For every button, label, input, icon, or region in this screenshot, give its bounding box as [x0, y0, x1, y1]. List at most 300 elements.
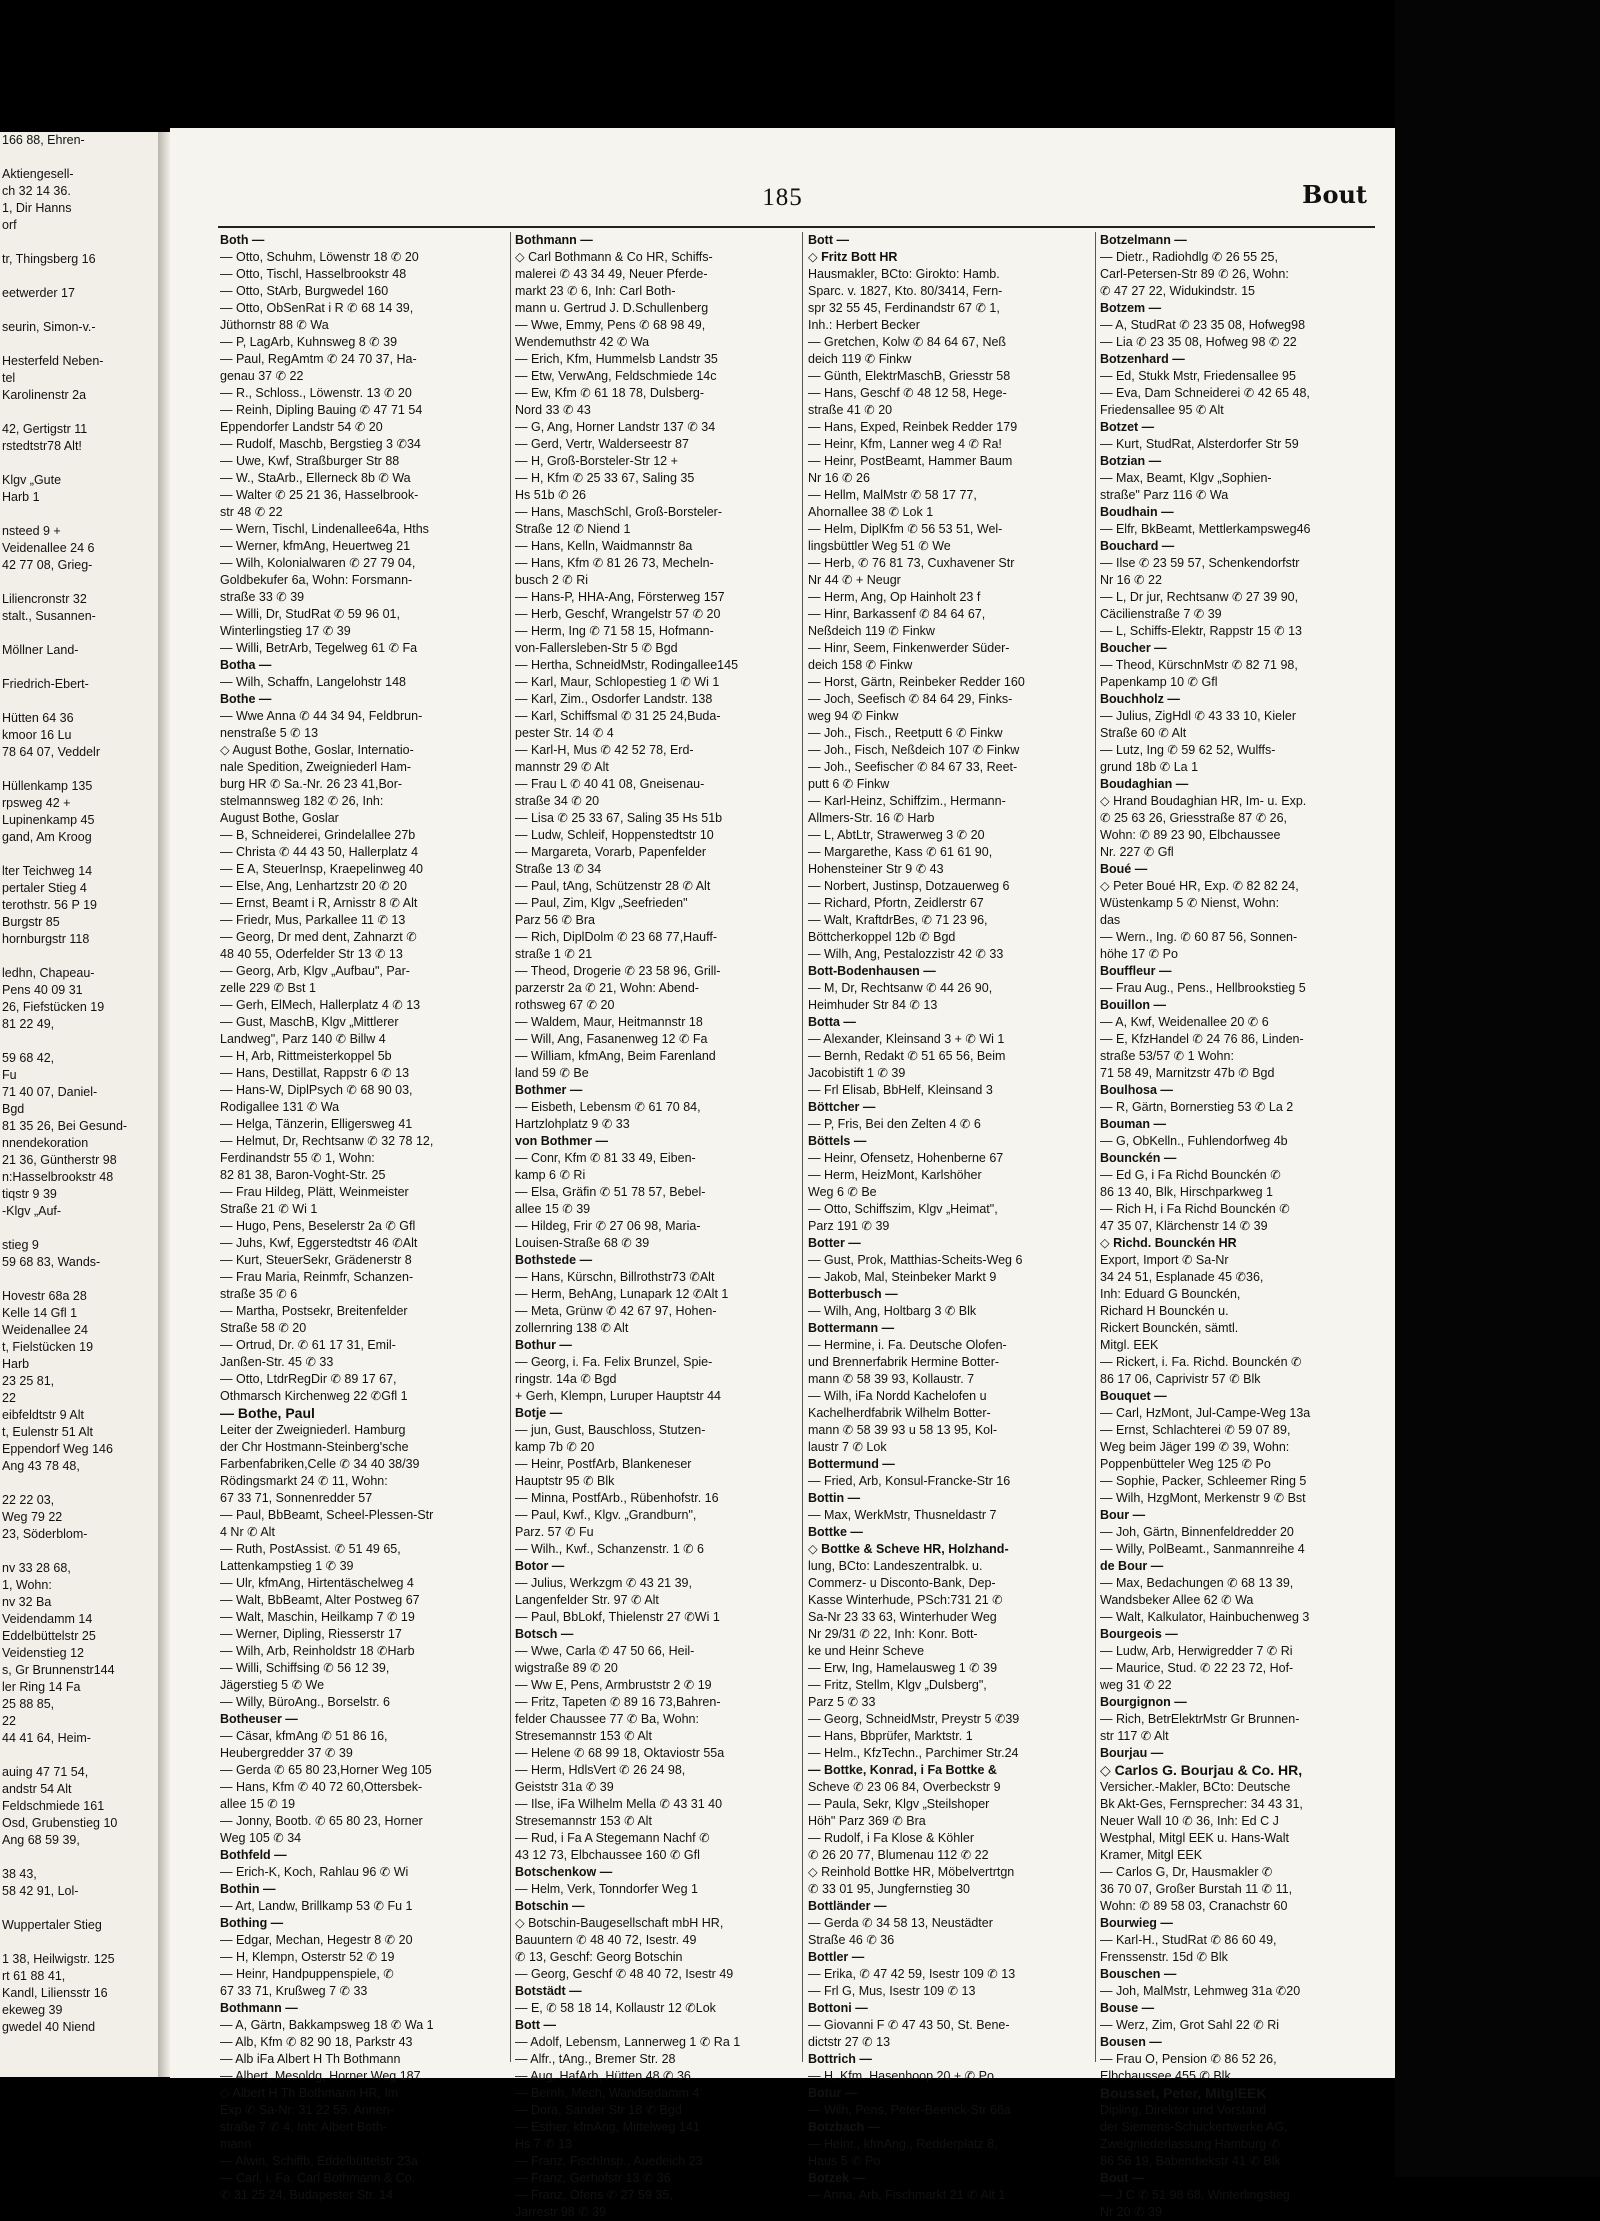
left-page-line: eibfeldtstr 9 Alt — [2, 1408, 84, 1422]
directory-entry: — L, Dr jur, Rechtsanw ✆ 27 39 90, — [1100, 590, 1299, 604]
directory-entry: — Alb, Kfm ✆ 82 90 18, Parkstr 43 — [220, 2035, 413, 2049]
directory-column-4 — [1100, 232, 1385, 2219]
directory-entry: — A, Kwf, Weidenallee 20 ✆ 6 — [1100, 1015, 1269, 1029]
directory-entry: — jun, Gust, Bauschloss, Stutzen- — [515, 1423, 706, 1437]
directory-entry: Straße 13 ✆ 34 — [515, 862, 602, 876]
directory-entry: — Rickert, i. Fa. Richd. Bounckén ✆ — [1100, 1355, 1302, 1369]
left-page-line: ler Ring 14 Fa — [2, 1680, 81, 1694]
directory-entry: Jägerstieg 5 ✆ We — [220, 1678, 325, 1692]
directory-entry: — Waldem, Maur, Heitmannstr 18 — [515, 1015, 703, 1029]
directory-entry: — Helga, Tänzerin, Elligersweg 41 — [220, 1117, 413, 1131]
directory-entry: — Theod, Drogerie ✆ 23 58 96, Grill- — [515, 964, 721, 978]
directory-entry: 4 Nr ✆ Alt — [220, 1525, 275, 1539]
directory-entry: — Ruth, PostAssist. ✆ 51 49 65, — [220, 1542, 401, 1556]
directory-entry: parzerstr 2a ✆ 21, Wohn: Abend- — [515, 981, 699, 995]
directory-entry: — E, ✆ 58 18 14, Kollaustr 12 ✆Lok — [515, 2001, 716, 2015]
directory-entry: — Karl-H, Mus ✆ 42 52 78, Erd- — [515, 743, 694, 757]
directory-entry: — Ilse ✆ 23 59 57, Schenkendorfstr — [1100, 556, 1300, 570]
surname-heading: Bott-Bodenhausen — — [808, 964, 936, 978]
directory-entry: — Giovanni F ✆ 47 43 50, St. Bene- — [808, 2018, 1010, 2032]
left-page-line: 81 22 49, — [2, 1017, 55, 1031]
surname-heading: Bottermund — — [808, 1457, 895, 1471]
left-page-line: gand, Am Kroog — [2, 830, 92, 844]
directory-page — [170, 128, 1395, 2219]
directory-entry: — Erw, Ing, Hamelausweg 1 ✆ 39 — [808, 1661, 998, 1675]
directory-entry: — Elsa, Gräfin ✆ 51 78 57, Bebel- — [515, 1185, 706, 1199]
directory-entry: — M, Dr, Rechtsanw ✆ 44 26 90, — [808, 981, 993, 995]
directory-entry: — Fritz, Stellm, Klgv „Dulsberg", — [808, 1678, 987, 1692]
surname-heading: Bothmer — — [515, 1083, 583, 1097]
left-page-line: auing 47 71 54, — [2, 1765, 89, 1779]
running-head: Bout — [1302, 180, 1367, 209]
directory-entry: — H, Arb, Rittmeisterkoppel 5b — [220, 1049, 392, 1063]
surname-heading: Botheuser — — [220, 1712, 298, 1726]
directory-entry: mann u. Gertrud J. D.Schullenberg — [515, 301, 709, 315]
left-page-line — [0, 506, 158, 523]
left-page-line — [0, 234, 158, 251]
directory-entry: Mitgl. EEK — [1100, 1338, 1159, 1352]
directory-entry: — Ed, Stukk Mstr, Friedensallee 95 — [1100, 369, 1296, 383]
surname-heading: Bourwieg — — [1100, 1916, 1173, 1930]
directory-entry: — Reinh, Dipling Bauing ✆ 47 71 54 — [220, 403, 423, 417]
directory-entry: weg 31 ✆ 22 — [1100, 1678, 1172, 1692]
surname-heading: Botterbusch — — [808, 1287, 898, 1301]
directory-column-1 — [220, 232, 505, 2202]
directory-entry: — Werz, Zim, Grot Sahl 22 ✆ Ri — [1100, 2018, 1280, 2032]
directory-entry: Frenssenstr. 15d ✆ Blk — [1100, 1950, 1228, 1964]
directory-entry: — Erika, ✆ 47 42 59, Isestr 109 ✆ 13 — [808, 1967, 1016, 1981]
directory-entry: — H, Groß-Borsteler-Str 12 + — [515, 454, 678, 468]
directory-entry: Cäcilienstraße 7 ✆ 39 — [1100, 607, 1222, 621]
left-page-line: gwedel 40 Niend — [2, 2020, 96, 2034]
surname-heading: Bouquet — — [1100, 1389, 1167, 1403]
directory-entry: — Walt, Kalkulator, Hainbuchenweg 3 — [1100, 1610, 1310, 1624]
surname-heading: Bouillon — — [1100, 998, 1166, 1012]
directory-entry: — Ww E, Pens, Armbruststr 2 ✆ 19 — [515, 1678, 712, 1692]
book-gutter — [158, 132, 170, 2077]
left-page-line: 59 68 42, — [2, 1051, 55, 1065]
directory-entry: Weg 105 ✆ 34 — [220, 1831, 302, 1845]
directory-entry: Eppendorfer Landstr 54 ✆ 20 — [220, 420, 383, 434]
directory-entry: höhe 17 ✆ Po — [1100, 947, 1178, 961]
directory-entry: — Willi, BetrArb, Tegelweg 61 ✆ Fa — [220, 641, 418, 655]
left-page-line: andstr 54 Alt — [2, 1782, 72, 1796]
left-page-line: Wuppertaler Stieg — [2, 1918, 102, 1932]
directory-entry: Scheve ✆ 23 06 84, Overbeckstr 9 — [808, 1780, 1001, 1794]
directory-entry: — E, KfzHandel ✆ 24 76 86, Linden- — [1100, 1032, 1304, 1046]
directory-entry: ✆ 25 63 26, Griesstraße 87 ✆ 26, — [1100, 811, 1288, 825]
directory-entry: Böttcherkoppel 12b ✆ Bgd — [808, 930, 956, 944]
directory-entry: — Willy, BüroAng., Borselstr. 6 — [220, 1695, 390, 1709]
directory-entry: — Wilh, iFa Nordd Kachelofen u — [808, 1389, 987, 1403]
directory-entry: zelle 229 ✆ Bst 1 — [220, 981, 316, 995]
directory-entry: Straße 12 ✆ Niend 1 — [515, 522, 631, 536]
left-page-line — [0, 1271, 158, 1288]
directory-entry: — Paula, Sekr, Klgv „Steilshoper — [808, 1797, 990, 1811]
directory-entry: — Werner, Dipling, Riesserstr 17 — [220, 1627, 402, 1641]
left-page-line: Hütten 64 36 — [2, 711, 74, 725]
surname-heading: Botter — — [808, 1236, 861, 1250]
directory-entry: — Carlos G, Dr, Hausmakler ✆ — [1100, 1865, 1273, 1879]
directory-entry: Parz 5 ✆ 33 — [808, 1695, 876, 1709]
surname-heading: Botschenkow — — [515, 1865, 613, 1879]
surname-heading: Bounckén — — [1100, 1151, 1177, 1165]
directory-entry: rothsweg 67 ✆ 20 — [515, 998, 615, 1012]
directory-entry: — Erich-K, Koch, Rahlau 96 ✆ Wi — [220, 1865, 409, 1879]
directory-entry: Carl-Petersen-Str 89 ✆ 26, Wohn: — [1100, 267, 1289, 281]
directory-entry: — J C ✆ 51 98 68, Winterlingstieg — [1100, 2188, 1290, 2202]
directory-entry: — Hans, Destillat, Rappstr 6 ✆ 13 — [220, 1066, 410, 1080]
directory-entry: — Ludw, Schleif, Hoppenstedtstr 10 — [515, 828, 714, 842]
directory-entry: — Hans, Exped, Reinbek Redder 179 — [808, 420, 1018, 434]
directory-entry: — Heinr, Handpuppenspiele, ✆ — [220, 1967, 394, 1981]
directory-entry: — P, LagArb, Kuhnsweg 8 ✆ 39 — [220, 335, 398, 349]
left-page-line — [0, 1900, 158, 1917]
directory-entry: — Helm, DiplKfm ✆ 56 53 51, Wel- — [808, 522, 1003, 536]
left-page-line: 22 — [2, 1714, 16, 1728]
left-page-line — [0, 1543, 158, 1560]
directory-entry: Exp ✆ Sa-Nr: 31 22 55, Annen- — [220, 2103, 394, 2117]
directory-entry: Hauptstr 95 ✆ Blk — [515, 1474, 615, 1488]
directory-entry: — Uwe, Kwf, Straßburger Str 88 — [220, 454, 400, 468]
left-page-line: nnendekoration — [2, 1136, 89, 1150]
directory-entry: 86 17 06, Caprivistr 57 ✆ Blk — [1100, 1372, 1261, 1386]
directory-entry: — Wern, Tischl, Lindenallee64a, Hths — [220, 522, 429, 536]
directory-entry: — Hans, Kürschn, Billrothstr73 ✆Alt — [515, 1270, 715, 1284]
directory-entry: — Adolf, Lebensm, Lannerweg 1 ✆ Ra 1 — [515, 2035, 741, 2049]
directory-entry: 86 56 19, Babendiekstr 41 ✆ Blk — [1100, 2154, 1281, 2168]
directory-entry: busch 2 ✆ Ri — [515, 573, 589, 587]
directory-entry: straße 41 ✆ 20 — [808, 403, 893, 417]
directory-entry: — Otto, LtdrRegDir ✆ 89 17 67, — [220, 1372, 397, 1386]
directory-entry: — Hertha, SchneidMstr, Rodingallee145 — [515, 658, 739, 672]
directory-entry: — Bernh, Redakt ✆ 51 65 56, Beim — [808, 1049, 1006, 1063]
directory-entry: Nord 33 ✆ 43 — [515, 403, 591, 417]
directory-entry: — Georg, Geschf ✆ 48 40 72, Isestr 49 — [515, 1967, 734, 1981]
directory-entry: Rodigallee 131 ✆ Wa — [220, 1100, 340, 1114]
left-page-line: 42 77 08, Grieg- — [2, 558, 93, 572]
directory-entry: spr 32 55 45, Ferdinandstr 67 ✆ 1, — [808, 301, 1000, 315]
directory-entry: — Julius, Werkzgm ✆ 43 21 39, — [515, 1576, 692, 1590]
surname-heading: Bothfeld — — [220, 1848, 287, 1862]
left-page-line: 59 68 83, Wands- — [2, 1255, 101, 1269]
left-page-line — [0, 1934, 158, 1951]
surname-heading: Botzian — — [1100, 454, 1162, 468]
directory-entry: Ferdinandstr 55 ✆ 1, Wohn: — [220, 1151, 375, 1165]
directory-entry: — Heinr, PostBeamt, Hammer Baum — [808, 454, 1013, 468]
directory-entry: Kachelherdfabrik Wilhelm Botter- — [808, 1406, 991, 1420]
directory-entry: Nr 29/31 ✆ 22, Inh: Konr. Bott- — [808, 1627, 978, 1641]
left-page-line — [0, 574, 158, 591]
directory-entry: Commerz- u Disconto-Bank, Dep- — [808, 1576, 996, 1590]
directory-entry: Weg 6 ✆ Be — [808, 1185, 877, 1199]
directory-entry: mann ✆ 58 39 93 u 58 13 95, Kol- — [808, 1423, 998, 1437]
directory-entry: laustr 7 ✆ Lok — [808, 1440, 887, 1454]
directory-entry: — Aug, HafArb, Hütten 48 ✆ 36 — [515, 2069, 691, 2083]
directory-entry: — Otto, Schuhm, Löwenstr 18 ✆ 20 — [220, 250, 419, 264]
surname-heading: Botzet — — [1100, 420, 1155, 434]
left-page-line: 26, Fiefstücken 19 — [2, 1000, 105, 1014]
column-divider — [1095, 232, 1096, 2062]
directory-entry: Neuer Wall 10 ✆ 36, Inh: Ed C J — [1100, 1814, 1279, 1828]
directory-entry: ◇ Albert H Th Bothmann HR, Im — [220, 2086, 399, 2100]
directory-entry: — Dietr., Radiohdlg ✆ 26 55 25, — [1100, 250, 1278, 264]
directory-entry: wigstraße 89 ✆ 20 — [515, 1661, 618, 1675]
directory-entry: — Max, WerkMstr, Thusneldastr 7 — [808, 1508, 997, 1522]
surname-heading: Boué — — [1100, 862, 1148, 876]
surname-heading: Bothstede — — [515, 1253, 593, 1267]
surname-heading: Bott — — [808, 233, 849, 247]
directory-entry: 36 70 07, Großer Burstah 11 ✆ 11, — [1100, 1882, 1293, 1896]
directory-entry: — Georg, i. Fa. Felix Brunzel, Spie- — [515, 1355, 713, 1369]
directory-entry: — Karl, Schiffsmal ✆ 31 25 24,Buda- — [515, 709, 721, 723]
directory-entry: straße 33 ✆ 39 — [220, 590, 305, 604]
surname-heading: Bouse — — [1100, 2001, 1155, 2015]
left-page-line: Möllner Land- — [2, 643, 79, 657]
directory-entry: Straße 21 ✆ Wi 1 — [220, 1202, 318, 1216]
directory-entry: Goldbekufer 6a, Wohn: Forsmann- — [220, 573, 413, 587]
surname-heading: von Bothmer — — [515, 1134, 609, 1148]
left-page-line: kmoor 16 Lu — [2, 728, 72, 742]
directory-entry: straße 35 ✆ 6 — [220, 1287, 298, 1301]
directory-entry: — Heinr., kfmAng., Redderplatz 8, — [808, 2137, 998, 2151]
directory-entry: — Wwe, Emmy, Pens ✆ 68 98 49, — [515, 318, 706, 332]
directory-entry: — Hermine, i. Fa. Deutsche Olofen- — [808, 1338, 1007, 1352]
directory-entry: ◇ Carl Bothmann & Co HR, Schiffs- — [515, 250, 713, 264]
directory-entry: str 48 ✆ 22 — [220, 505, 283, 519]
directory-entry: — Theod, KürschnMstr ✆ 82 71 98, — [1100, 658, 1298, 672]
left-page-line: Ang 68 59 39, — [2, 1833, 80, 1847]
directory-entry: Bk Akt-Ges, Fernsprecher: 34 43 31, — [1100, 1797, 1303, 1811]
surname-heading: Bout — — [1100, 2171, 1145, 2185]
directory-entry: — Helene ✆ 68 99 18, Oktaviostr 55a — [515, 1746, 725, 1760]
left-page-line: terothstr. 56 P 19 — [2, 898, 97, 912]
directory-entry: ◇ Carlos G. Bourjau & Co. HR, — [1100, 1762, 1303, 1778]
surname-heading: Boulhosa — — [1100, 1083, 1173, 1097]
directory-entry: — Otto, Schiffszim, Klgv „Heimat", — [808, 1202, 998, 1216]
directory-entry: Hartzlohplatz 9 ✆ 33 — [515, 1117, 630, 1131]
directory-entry: Sa-Nr 23 33 63, Winterhuder Weg — [808, 1610, 997, 1624]
directory-entry: — A, Gärtn, Bakkampsweg 18 ✆ Wa 1 — [220, 2018, 434, 2032]
directory-entry: — Richard, Pfortn, Zeidlerstr 67 — [808, 896, 984, 910]
left-page-line: 25 88 85, — [2, 1697, 55, 1711]
directory-entry: — Wwe Anna ✆ 44 34 94, Feldbrun- — [220, 709, 423, 723]
directory-entry: — Rich H, i Fa Richd Bounckén ✆ — [1100, 1202, 1290, 1216]
directory-entry: Hausmakler, BCto: Girokto: Hamb. — [808, 267, 1000, 281]
directory-entry: — Joh., Fisch., Reetputt 6 ✆ Finkw — [808, 726, 1003, 740]
left-page-line: 22 22 03, — [2, 1493, 55, 1507]
directory-entry: — Hildeg, Frir ✆ 27 06 98, Maria- — [515, 1219, 701, 1233]
directory-entry: — Lia ✆ 23 35 08, Hofweg 98 ✆ 22 — [1100, 335, 1297, 349]
directory-entry: str 117 ✆ Alt — [1100, 1729, 1169, 1743]
directory-entry: Bousset, Peter, MitglEEK — [1100, 2085, 1267, 2101]
directory-entry: Landweg", Parz 140 ✆ Billw 4 — [220, 1032, 386, 1046]
directory-entry: malerei ✆ 43 34 49, Neuer Pferde- — [515, 267, 708, 281]
directory-entry: stelmannsweg 182 ✆ 26, Inh: — [220, 794, 384, 808]
directory-entry: dictstr 27 ✆ 13 — [808, 2035, 891, 2049]
column-divider — [802, 232, 803, 2062]
directory-entry: ✆ 26 20 77, Blumenau 112 ✆ 22 — [808, 1848, 989, 1862]
left-page-line: 23 25 81, — [2, 1374, 55, 1388]
surname-heading: Bouschen — — [1100, 1967, 1177, 1981]
directory-entry: — Gerh, ElMech, Hallerplatz 4 ✆ 13 — [220, 998, 421, 1012]
directory-entry: — Rudolf, Maschb, Bergstieg 3 ✆34 — [220, 437, 421, 451]
left-page-line: t, Eulenstr 51 Alt — [2, 1425, 94, 1439]
directory-entry: — Heinr, PostfArb, Blankeneser — [515, 1457, 692, 1471]
left-page-line: ekeweg 39 — [2, 2003, 63, 2017]
header-rule — [218, 226, 1375, 228]
left-page-line: 22 — [2, 1391, 16, 1405]
directory-entry: — L, AbtLtr, Strawerweg 3 ✆ 20 — [808, 828, 985, 842]
directory-entry: — Joh, MalMstr, Lehmweg 31a ✆20 — [1100, 1984, 1301, 1998]
directory-entry: Geiststr 31a ✆ 39 — [515, 1780, 614, 1794]
directory-entry: — Hinr, Barkassenf ✆ 84 64 67, — [808, 607, 986, 621]
directory-entry: — Kurt, SteuerSekr, Grädenerstr 8 — [220, 1253, 412, 1267]
left-page-line: Kandl, Liliensstr 16 — [2, 1986, 108, 2000]
directory-entry: Hs 7 ✆ 13 — [515, 2137, 573, 2151]
directory-entry: — A, StudRat ✆ 23 35 08, Hofweg98 — [1100, 318, 1306, 332]
directory-entry: — Ernst, Schlachterei ✆ 59 07 89, — [1100, 1423, 1291, 1437]
directory-entry: — Else, Ang, Lenhartzstr 20 ✆ 20 — [220, 879, 407, 893]
directory-entry: — Hans, MaschSchl, Groß-Borsteler- — [515, 505, 722, 519]
left-page-line: lter Teichweg 14 — [2, 864, 93, 878]
directory-entry: — Walt, KraftdrBes, ✆ 71 23 96, — [808, 913, 988, 927]
left-page-line — [0, 761, 158, 778]
left-page-line: nv 33 28 68, — [2, 1561, 71, 1575]
directory-entry: — Fried, Arb, Konsul-Francke-Str 16 — [808, 1474, 1011, 1488]
directory-entry: — Rich, BetrElektrMstr Gr Brunnen- — [1100, 1712, 1300, 1726]
directory-entry: Wandsbeker Allee 62 ✆ Wa — [1100, 1593, 1254, 1607]
directory-entry: — Joh., Fisch, Neßdeich 107 ✆ Finkw — [808, 743, 1020, 757]
directory-entry: — Dora, Sander Str 18 ✆ Bgd — [515, 2103, 682, 2117]
directory-entry: Richard H Bounckén u. — [1100, 1304, 1229, 1318]
directory-entry: Hohensteiner Str 9 ✆ 43 — [808, 862, 944, 876]
surname-heading: Boudaghian — — [1100, 777, 1189, 791]
directory-entry: Parz. 57 ✆ Fu — [515, 1525, 594, 1539]
surname-heading: Bouchholz — — [1100, 692, 1180, 706]
directory-entry: — Helm, Verk, Tonndorfer Weg 1 — [515, 1882, 698, 1896]
directory-entry: pester Str. 14 ✆ 4 — [515, 726, 614, 740]
directory-entry: straße 1 ✆ 21 — [515, 947, 593, 961]
directory-entry: — Lutz, Ing ✆ 59 62 52, Wulffs- — [1100, 743, 1276, 757]
left-page-line: 23, Söderblom- — [2, 1527, 88, 1541]
left-page-line: Friedrich-Ebert- — [2, 677, 89, 691]
directory-entry: — Frl G, Mus, Isestr 109 ✆ 13 — [808, 1984, 976, 1998]
left-page-line — [0, 336, 158, 353]
left-page-line: ch 32 14 36. — [2, 184, 71, 198]
directory-entry: Ahornallee 38 ✆ Lok 1 — [808, 505, 934, 519]
directory-entry: — Alwin, Schiffb, Eddelbüttelstr 23a — [220, 2154, 418, 2168]
directory-entry: — Walt, BbBeamt, Alter Postweg 67 — [220, 1593, 420, 1607]
directory-entry: Zweigniederlassung Hamburg ✆ — [1100, 2137, 1281, 2151]
directory-entry: — P, Fris, Bei den Zelten 4 ✆ 6 — [808, 1117, 981, 1131]
left-page-line: Pens 40 09 31 — [2, 983, 83, 997]
directory-entry: — Hinr, Seem, Finkenwerder Süder- — [808, 641, 1010, 655]
directory-entry: — Etw, VerwAng, Feldschmiede 14c — [515, 369, 717, 383]
directory-entry: — Gerda ✆ 65 80 23,Horner Weg 105 — [220, 1763, 432, 1777]
directory-entry: grund 18b ✆ La 1 — [1100, 760, 1199, 774]
directory-entry: Dipling, Direktor und Vorstand — [1100, 2103, 1267, 2117]
directory-entry: Lattenkampstieg 1 ✆ 39 — [220, 1559, 354, 1573]
directory-entry: ◇ Reinhold Bottke HR, Möbelvertrtgn — [808, 1865, 1015, 1879]
directory-entry: — Günth, ElektrMaschB, Griesstr 58 — [808, 369, 1011, 383]
directory-entry: — Albert, Mesoldg, Horner Weg 187 — [220, 2069, 421, 2083]
directory-entry: Höh" Parz 369 ✆ Bra — [808, 1814, 926, 1828]
left-page-line: 44 41 64, Heim- — [2, 1731, 91, 1745]
left-page-line: Fu — [2, 1068, 17, 1082]
directory-entry: mann — [220, 2137, 252, 2151]
directory-entry: Nr 16 ✆ 26 — [808, 471, 870, 485]
surname-heading: Bothe — — [220, 692, 272, 706]
directory-entry: — Otto, Tischl, Hasselbrookstr 48 — [220, 267, 407, 281]
directory-entry: — Esther, kfmAng, Mittelweg 141 — [515, 2120, 700, 2134]
directory-entry: markt 23 ✆ 6, Inh: Carl Both- — [515, 284, 676, 298]
directory-entry: der Chr Hostmann-Steinberg'sche — [220, 1440, 409, 1454]
directory-entry: — Hugo, Pens, Beselerstr 2a ✆ Gfl — [220, 1219, 416, 1233]
directory-entry: — G, Ang, Horner Landstr 137 ✆ 34 — [515, 420, 716, 434]
directory-entry: — H, Klempn, Osterstr 52 ✆ 19 — [220, 1950, 395, 1964]
directory-entry: — Conr, Kfm ✆ 81 33 49, Eiben- — [515, 1151, 696, 1165]
directory-entry: — Otto, ObSenRat i R ✆ 68 14 39, — [220, 301, 414, 315]
directory-entry: kamp 6 ✆ Ri — [515, 1168, 586, 1182]
left-page-line: stieg 9 — [2, 1238, 39, 1252]
directory-entry: Allmers-Str. 16 ✆ Harb — [808, 811, 935, 825]
directory-entry: — Cäsar, kfmAng ✆ 51 86 16, — [220, 1729, 388, 1743]
directory-entry: — L, Schiffs-Elektr, Rappstr 15 ✆ 13 — [1100, 624, 1302, 638]
directory-entry: — Hans, Kfm ✆ 81 26 73, Mecheln- — [515, 556, 714, 570]
left-page-line: rt 61 88 41, — [2, 1969, 66, 1983]
directory-entry: — Rud, i Fa A Stegemann Nachf ✆ — [515, 1831, 710, 1845]
directory-entry: deich 119 ✆ Finkw — [808, 352, 912, 366]
directory-entry: — Karl-Heinz, Schiffzim., Hermann- — [808, 794, 1006, 808]
left-page-line: Klgv „Gute — [2, 473, 62, 487]
directory-entry: Wohn: ✆ 89 23 90, Elbchaussee — [1100, 828, 1281, 842]
directory-entry: Weg beim Jäger 199 ✆ 39, Wohn: — [1100, 1440, 1290, 1454]
directory-entry: — Wilh, Kolonialwaren ✆ 27 79 04, — [220, 556, 416, 570]
directory-entry: 67 33 71, Sonnenredder 57 — [220, 1491, 373, 1505]
directory-entry: — Hans, Kfm ✆ 40 72 60,Ottersbek- — [220, 1780, 423, 1794]
directory-entry: felder Chaussee 77 ✆ Ba, Wohn: — [515, 1712, 699, 1726]
directory-entry: Rödingsmarkt 24 ✆ 11, Wohn: — [220, 1474, 388, 1488]
directory-entry: — Werner, kfmAng, Heuertweg 21 — [220, 539, 411, 553]
left-page-line: nv 32 Ba — [2, 1595, 52, 1609]
directory-entry: — Juhs, Kwf, Eggerstedtstr 46 ✆Alt — [220, 1236, 418, 1250]
directory-entry: — Jakob, Mal, Steinbeker Markt 9 — [808, 1270, 997, 1284]
directory-entry: Inh.: Herbert Becker — [808, 318, 920, 332]
directory-entry: — Karl, Zim., Osdorfer Landstr. 138 — [515, 692, 713, 706]
left-page-line — [0, 659, 158, 676]
directory-entry: Bauuntern ✆ 48 40 72, Isestr. 49 — [515, 1933, 697, 1947]
directory-entry: Nr. 227 ✆ Gfl — [1100, 845, 1174, 859]
directory-entry: straße" Parz 116 ✆ Wa — [1100, 488, 1229, 502]
directory-entry: — Paul, Kwf., Klgv. „Grandburn", — [515, 1508, 697, 1522]
directory-entry: — Alfr., tAng., Bremer Str. 28 — [515, 2052, 676, 2066]
directory-entry: — R., Schloss., Löwenstr. 13 ✆ 20 — [220, 386, 412, 400]
directory-entry: ◇ Bottke & Scheve HR, Holzhand- — [808, 1542, 1009, 1556]
left-page-line: 1 38, Heilwigstr. 125 — [2, 1952, 115, 1966]
directory-entry: — Minna, PostfArb., Rübenhofstr. 16 — [515, 1491, 719, 1505]
left-page-line: Ang 43 78 48, — [2, 1459, 80, 1473]
surname-heading: Bott — — [515, 2018, 556, 2032]
surname-heading: Bourgeois — — [1100, 1627, 1178, 1641]
directory-entry: — Kurt, StudRat, Alsterdorfer Str 59 — [1100, 437, 1299, 451]
surname-heading: Bouchard — — [1100, 539, 1175, 553]
left-page-line — [0, 693, 158, 710]
left-page-line — [0, 1849, 158, 1866]
directory-entry: — Gust, MaschB, Klgv „Mittlerer — [220, 1015, 399, 1029]
directory-entry: — Carl, i. Fa. Carl Bothmann & Co. — [220, 2171, 416, 2185]
directory-entry: — Willy, PolBeamt., Sanmannreihe 4 — [1100, 1542, 1305, 1556]
